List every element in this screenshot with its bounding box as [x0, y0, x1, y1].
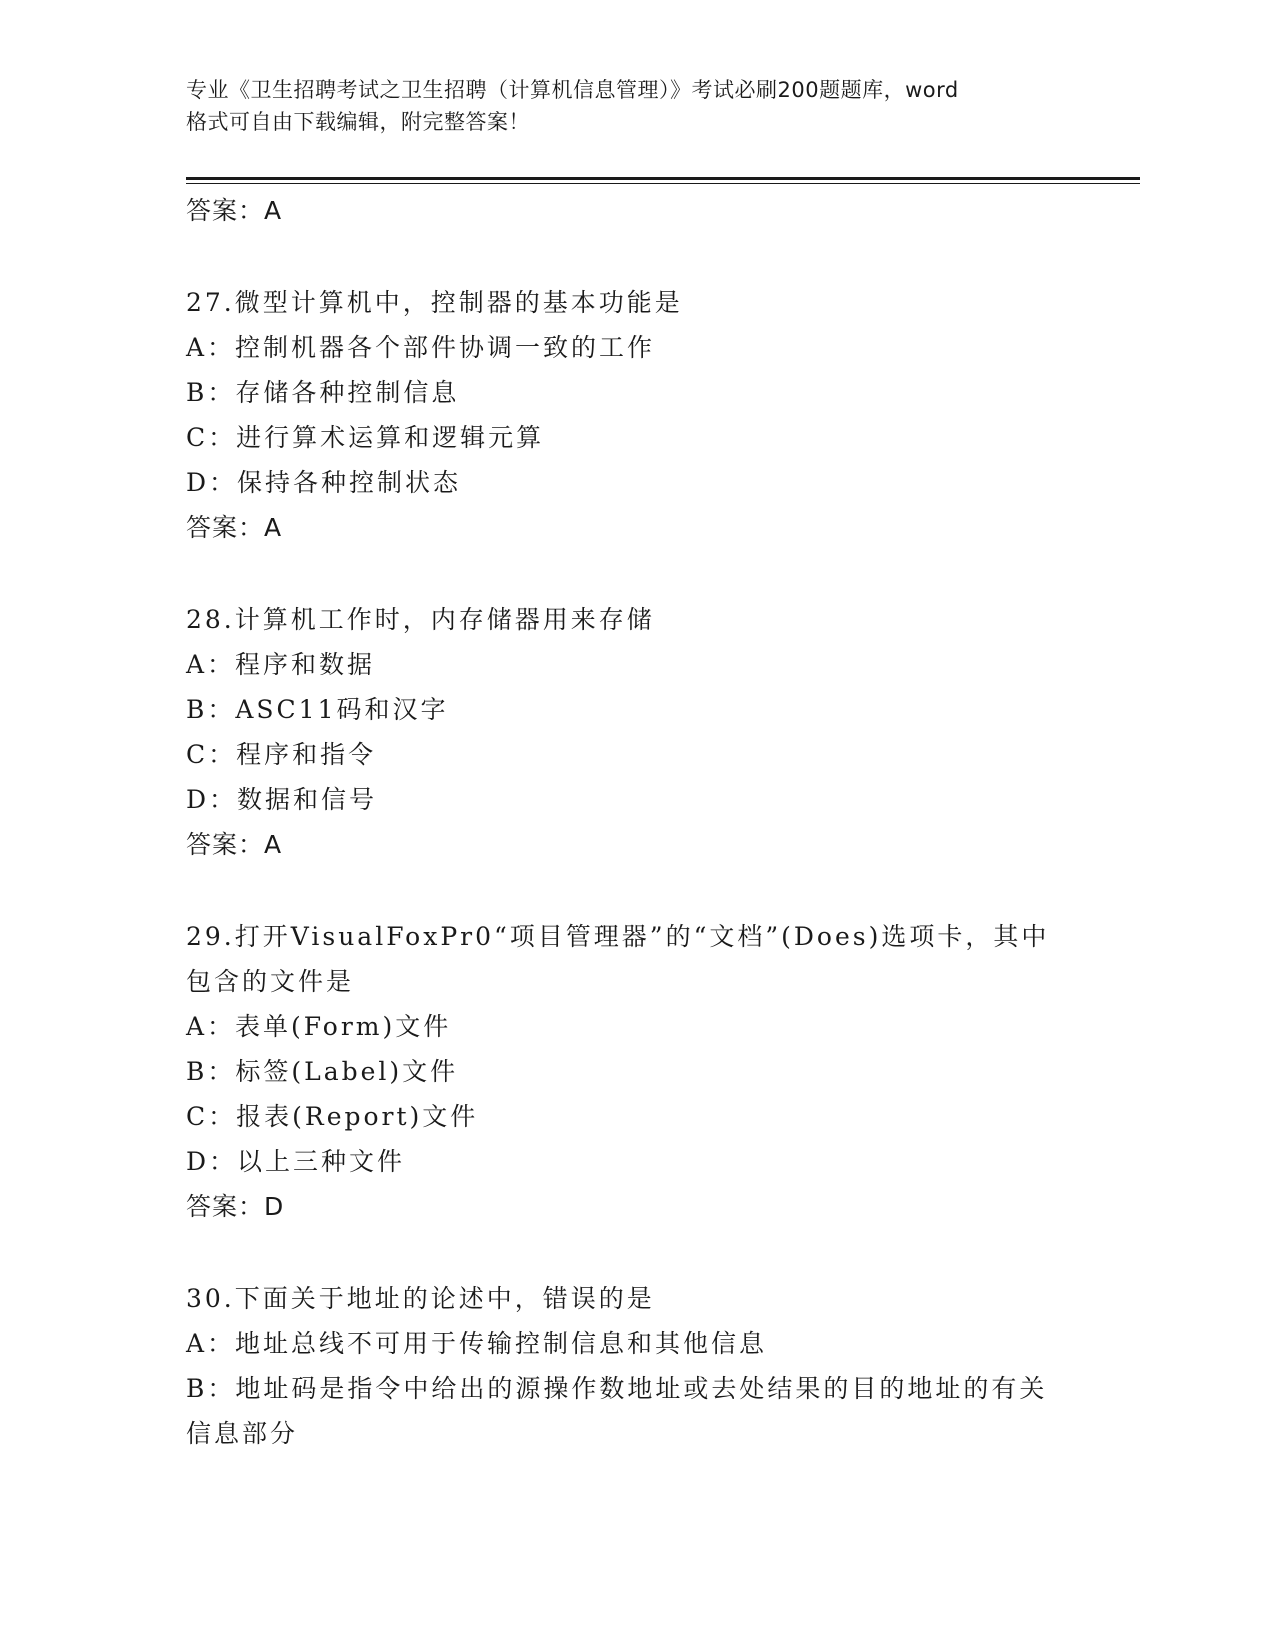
option-b-line-2: 信息部分	[186, 1419, 299, 1448]
document-header	[186, 74, 1086, 138]
option-a: A：程序和数据	[186, 650, 376, 679]
option-b: B：ASC11码和汉字	[186, 695, 449, 724]
header-line-1: 专业《卫生招聘考试之卫生招聘（计算机信息管理）》考试必刷200题题库，word	[186, 78, 959, 102]
question-text-line-2: 包含的文件是	[186, 967, 355, 996]
spacer	[186, 867, 1086, 914]
option-d: D：数据和信号	[186, 785, 378, 814]
question-30	[186, 1276, 1086, 1456]
answer: 答案：A	[186, 513, 283, 542]
question-text: 30.下面关于地址的论述中，错误的是	[186, 1284, 655, 1313]
answer: 答案：A	[186, 830, 283, 859]
question-content	[186, 188, 1086, 1456]
question-text: 27.微型计算机中，控制器的基本功能是	[186, 288, 683, 317]
spacer	[186, 550, 1086, 597]
header-line-2: 格式可自由下载编辑，附完整答案！	[186, 110, 530, 134]
spacer	[186, 233, 1086, 280]
header-rule-thick	[186, 177, 1140, 180]
option-c: C：程序和指令	[186, 740, 377, 769]
question-text-line-1: 29.打开VisualFoxPr0“项目管理器”的“文档”(Does)选项卡，其中	[186, 922, 1050, 951]
option-a: A：表单(Form)文件	[186, 1012, 452, 1041]
option-b-line-1: B：地址码是指令中给出的源操作数地址或去处结果的目的地址的有关	[186, 1374, 1048, 1403]
question-27	[186, 280, 1086, 550]
option-c: C：进行算术运算和逻辑元算	[186, 423, 545, 452]
option-a: A：控制机器各个部件协调一致的工作	[186, 333, 656, 362]
previous-answer: 答案：A	[186, 196, 283, 225]
question-29	[186, 914, 1086, 1229]
answer: 答案：D	[186, 1192, 285, 1221]
option-d: D：保持各种控制状态	[186, 468, 462, 497]
option-b: B：标签(Label)文件	[186, 1057, 459, 1086]
option-a: A：地址总线不可用于传输控制信息和其他信息	[186, 1329, 768, 1358]
spacer	[186, 1229, 1086, 1276]
option-d: D：以上三种文件	[186, 1147, 406, 1176]
option-b: B：存储各种控制信息	[186, 378, 460, 407]
option-c: C：报表(Report)文件	[186, 1102, 479, 1131]
question-text: 28.计算机工作时，内存储器用来存储	[186, 605, 655, 634]
question-28	[186, 597, 1086, 867]
header-rule-thin	[186, 183, 1140, 184]
